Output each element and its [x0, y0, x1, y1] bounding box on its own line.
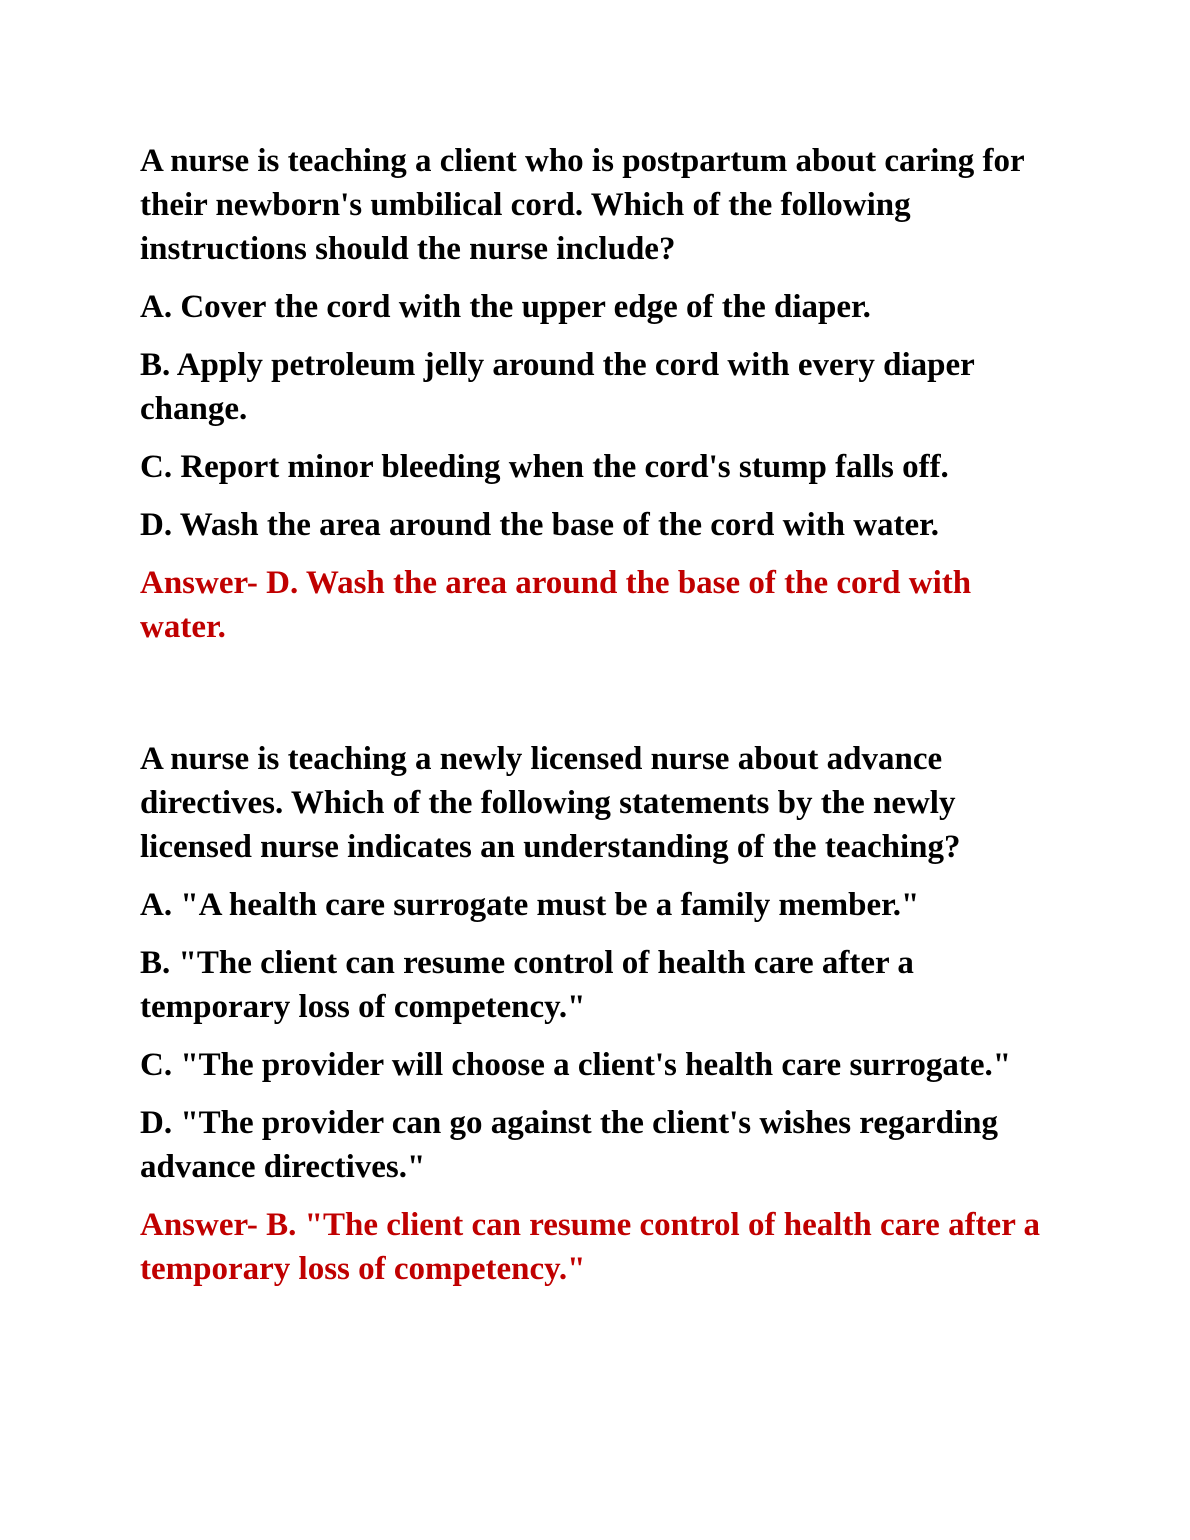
option-b: B. "The client can resume control of health care after a temporary loss of competency.": [140, 945, 914, 1025]
block-spacer: [140, 649, 1045, 737]
option-a: A. "A health care surrogate must be a family member.": [140, 887, 920, 923]
option-b: B. Apply petroleum jelly around the cord with every diaper change.: [140, 347, 975, 427]
option-d: D. Wash the area around the base of the cord with water.: [140, 507, 940, 543]
option-a: A. Cover the cord with the upper edge of the diaper.: [140, 289, 871, 325]
answer-text: Answer- B. "The client can resume control of health care after a temporary loss of competency.": [140, 1207, 1040, 1287]
question-block-1: [140, 139, 1045, 649]
question-text: A nurse is teaching a client who is postpartum about caring for their newborn's umbilical cord. Which of the following instructions should the nurse include?: [140, 143, 1025, 267]
option-c: C. "The provider will choose a client's health care surrogate.": [140, 1047, 1012, 1083]
option-d: D. "The provider can go against the client's wishes regarding advance directives.": [140, 1105, 999, 1185]
option-c: C. Report minor bleeding when the cord's stump falls off.: [140, 449, 949, 485]
question-block-2: [140, 737, 1045, 1291]
document-content: [140, 139, 1045, 1291]
question-text: A nurse is teaching a newly licensed nurse about advance directives. Which of the following statements by the newly licensed nurse indicates an understanding of the teaching?: [140, 741, 961, 865]
answer-text: Answer- D. Wash the area around the base of the cord with water.: [140, 565, 972, 645]
